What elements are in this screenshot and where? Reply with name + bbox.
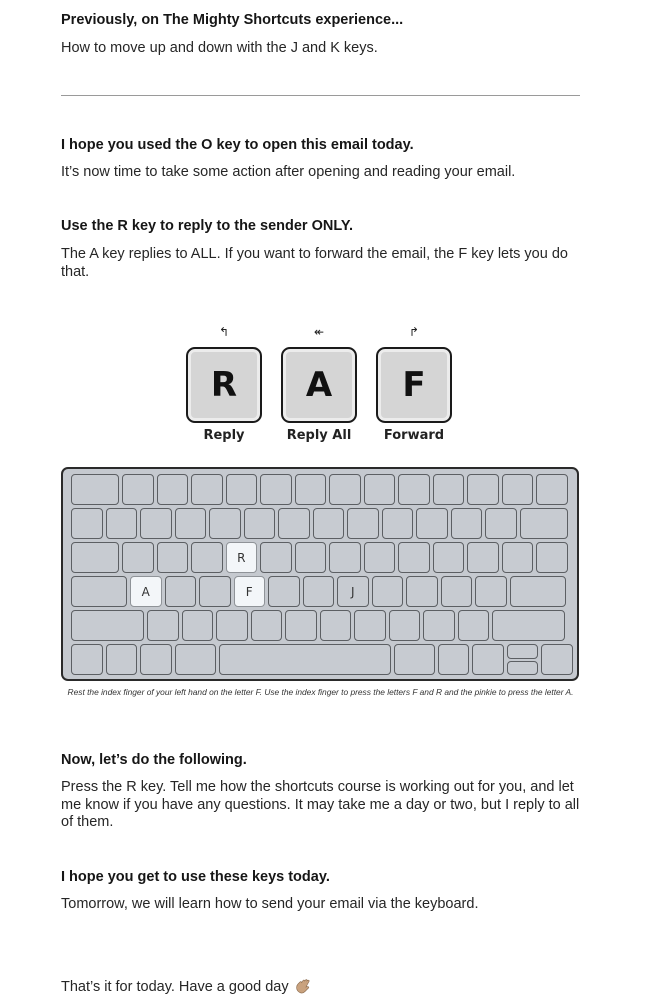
key [364, 542, 396, 573]
key-r-letter: R [210, 365, 238, 405]
key [244, 508, 276, 539]
key [71, 610, 144, 641]
key [502, 474, 534, 505]
key-arrows-updown [507, 644, 539, 675]
label-forward: Forward [383, 428, 445, 443]
key [295, 542, 327, 573]
keyboard-row-top-letters [71, 542, 568, 573]
key [147, 610, 179, 641]
key [441, 576, 473, 607]
key [140, 644, 172, 675]
key [260, 474, 292, 505]
reply-icon: ↰ [218, 325, 230, 339]
key [458, 610, 490, 641]
waving-hand-icon [294, 978, 312, 994]
key [433, 542, 465, 573]
reply-all-icon: ↞ [313, 325, 325, 339]
key [191, 542, 223, 573]
key [260, 542, 292, 573]
closing-line [61, 978, 586, 997]
key [354, 610, 386, 641]
keyboard-row-bottom-letters [71, 610, 565, 641]
key [438, 644, 470, 675]
text-previously: How to move up and down with the J and K keys. [61, 40, 378, 56]
text-open: It’s now time to take some action after opening and reading your email. [61, 164, 516, 180]
key [520, 508, 568, 539]
key-a: A [130, 576, 162, 607]
heading-open: I hope you used the O key to open this email today. [61, 137, 414, 153]
keyboard-row-home [71, 576, 566, 607]
key [364, 474, 396, 505]
key [199, 576, 231, 607]
key-arrow-up [507, 644, 539, 659]
key [433, 474, 465, 505]
key-f-large [376, 347, 452, 423]
key [467, 542, 499, 573]
key [251, 610, 283, 641]
text-reply: The A key replies to ALL. If you want to forward the email, the F key lets you do that. [61, 246, 568, 280]
key [106, 508, 138, 539]
key [71, 542, 119, 573]
key [329, 474, 361, 505]
key [303, 576, 335, 607]
key [175, 508, 207, 539]
keyboard-row-function [71, 474, 568, 505]
key [165, 576, 197, 607]
key [295, 474, 327, 505]
key [329, 542, 361, 573]
heading-reply: Use the R key to reply to the sender ONLY. [61, 218, 353, 234]
key [157, 474, 189, 505]
key [502, 542, 534, 573]
key [175, 644, 216, 675]
key [451, 508, 483, 539]
key [209, 508, 241, 539]
key [475, 576, 507, 607]
key [485, 508, 517, 539]
key [182, 610, 214, 641]
key [536, 474, 568, 505]
key-space [219, 644, 391, 675]
key [536, 542, 568, 573]
key-j: J [337, 576, 369, 607]
key [122, 542, 154, 573]
key [157, 542, 189, 573]
key [313, 508, 345, 539]
key [71, 508, 103, 539]
key-r-large [186, 347, 262, 423]
divider [61, 95, 580, 96]
key-f-letter: F [402, 365, 426, 405]
text-following: Press the R key. Tell me how the shortcuts course is working out for you, and let me know if you have any questions. It may take me a day or two, but I reply to all of them. [61, 779, 580, 830]
key [394, 644, 435, 675]
key [423, 610, 455, 641]
key-arrow-down [507, 661, 539, 676]
key [416, 508, 448, 539]
key [268, 576, 300, 607]
key [541, 644, 573, 675]
label-reply: Reply [203, 428, 245, 443]
key [278, 508, 310, 539]
key-f: F [234, 576, 266, 607]
keyboard-illustration [61, 467, 579, 681]
key [122, 474, 154, 505]
label-reply-all: Reply All [286, 428, 352, 443]
key [320, 610, 352, 641]
heading-following: Now, let’s do the following. [61, 752, 247, 768]
keyboard-row-space [71, 644, 573, 675]
key [389, 610, 421, 641]
key [347, 508, 379, 539]
text-today: Tomorrow, we will learn how to send your email via the keyboard. [61, 896, 479, 912]
key [191, 474, 223, 505]
key-r: R [226, 542, 258, 573]
key [406, 576, 438, 607]
key [372, 576, 404, 607]
key [492, 610, 565, 641]
key [467, 474, 499, 505]
forward-icon: ↱ [408, 325, 420, 339]
heading-today: I hope you get to use these keys today. [61, 869, 330, 885]
key [71, 576, 127, 607]
key [106, 644, 138, 675]
key [398, 474, 430, 505]
key [472, 644, 504, 675]
key [510, 576, 566, 607]
keyboard-row-numbers [71, 508, 568, 539]
key [226, 474, 258, 505]
keyboard-caption: Rest the index finger of your left hand on the letter F. Use the index finger to press the letters F and R and the pinkie to press the letter A. [67, 687, 574, 697]
key [216, 610, 248, 641]
key-a-letter: A [305, 365, 333, 405]
closing-text: That’s it for today. Have a good day [61, 979, 289, 995]
key [285, 610, 317, 641]
key [71, 474, 119, 505]
key [140, 508, 172, 539]
key [382, 508, 414, 539]
key-a-large [281, 347, 357, 423]
heading-previously: Previously, on The Mighty Shortcuts experience... [61, 12, 404, 28]
key [398, 542, 430, 573]
key [71, 644, 103, 675]
